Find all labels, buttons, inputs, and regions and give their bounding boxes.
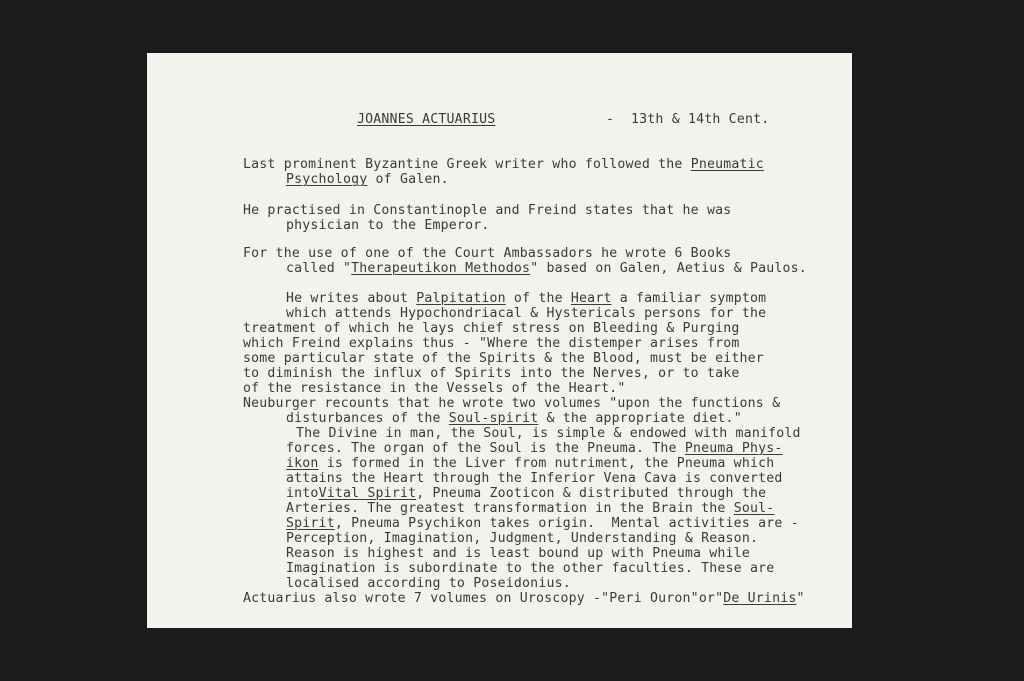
typed-document-page	[147, 53, 852, 628]
paragraph-5-line-5: ikon is formed in the Liver from nutriment, the Pneuma which	[286, 456, 775, 471]
paragraph-3-line-2: called "Therapeutikon Methodos" based on Galen, Aetius & Paulos.	[286, 261, 807, 276]
paragraph-5-line-8: Arteries. The greatest transformation in the Brain the Soul-	[286, 501, 775, 516]
paragraph-5-line-2: disturbances of the Soul-spirit & the appropriate diet."	[286, 411, 742, 426]
heading-dash: -	[606, 112, 615, 127]
paragraph-4-line-6: to diminish the influx of Spirits into the Nerves, or to take	[243, 366, 740, 381]
paragraph-2-line-1: He practised in Constantinople and Freind states that he was	[243, 203, 732, 218]
paragraph-5-line-10: Perception, Imagination, Judgment, Understanding & Reason.	[286, 531, 759, 546]
paragraph-5-line-3: The Divine in man, the Soul, is simple & endowed with manifold	[296, 426, 801, 441]
paragraph-4-line-2: which attends Hypochondriacal & Hystericals persons for the	[286, 306, 767, 321]
paragraph-5-line-7: intoVital Spirit, Pneuma Zooticon & distributed through the	[286, 486, 767, 501]
document-heading	[357, 112, 495, 127]
document-title: JOANNES ACTUARIUS	[357, 112, 496, 127]
paragraph-4-line-4: which Freind explains thus - "Where the distemper arises from	[243, 336, 740, 351]
paragraph-4-line-1: He writes about Palpitation of the Heart a familiar symptom	[286, 291, 767, 306]
paragraph-5-line-6: attains the Heart through the Inferior Vena Cava is converted	[286, 471, 783, 486]
paragraph-5-line-1: Neuburger recounts that he wrote two volumes "upon the functions &	[243, 396, 781, 411]
paragraph-1-line-1: Last prominent Byzantine Greek writer who followed the Pneumatic	[243, 157, 764, 172]
paragraph-5-line-9: Spirit, Pneuma Psychikon takes origin. Mental activities are -	[286, 516, 799, 531]
paragraph-2-line-2: physician to the Emperor.	[286, 218, 490, 233]
paragraph-6-line-1: Actuarius also wrote 7 volumes on Uroscopy -"Peri Ouron"or"De Urinis"	[243, 591, 805, 606]
paragraph-1-line-2: Psychology of Galen.	[286, 172, 449, 187]
paragraph-3-line-1: For the use of one of the Court Ambassadors he wrote 6 Books	[243, 246, 732, 261]
paragraph-5-line-4: forces. The organ of the Soul is the Pneuma. The Pneuma Phys-	[286, 441, 783, 456]
paragraph-4-line-7: of the resistance in the Vessels of the Heart."	[243, 381, 626, 396]
document-century: 13th & 14th Cent.	[631, 112, 770, 127]
paragraph-5-line-13: localised according to Poseidonius.	[286, 576, 571, 591]
paragraph-5-line-11: Reason is highest and is least bound up with Pneuma while	[286, 546, 750, 561]
paragraph-4-line-3: treatment of which he lays chief stress on Bleeding & Purging	[243, 321, 740, 336]
paragraph-5-line-12: Imagination is subordinate to the other faculties. These are	[286, 561, 775, 576]
paragraph-4-line-5: some particular state of the Spirits & the Blood, must be either	[243, 351, 764, 366]
